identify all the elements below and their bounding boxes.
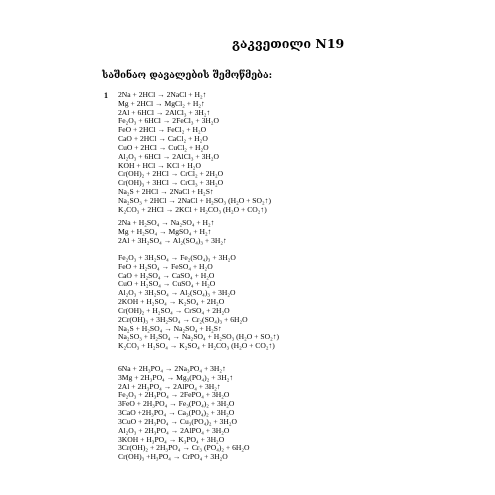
item-number: 1 — [104, 91, 108, 100]
equation-group-h2so4-metals — [118, 219, 227, 245]
equation-line: K₂CO₃ + 2HCl → 2KCl + H₂CO₃ (H₂O + CO₂↑) — [118, 204, 267, 214]
equation-line: Na₂SO₃ + H₂SO₄ → Na₂SO₄ + H₂SO₃ (H₂O + SO₂↑) — [118, 332, 280, 342]
equation-line: Fe₂O₃ + 2H₃PO₄ → 2FePO₄ + 3H₂O — [118, 390, 230, 400]
equation-group-h2so4 — [118, 254, 279, 351]
equation-line: FeO + 2HCl → FeCl₂ + H₂O — [118, 125, 207, 135]
equation-line: 3CuO + 2H₃PO₄ → Cu₃(PO₄)₂ + 3H₂O — [118, 416, 237, 426]
equation-line: Na₂SO₃ + 2HCl → 2NaCl + H₂SO₃ (H₂O + SO₂↑) — [118, 195, 271, 205]
equation-line: Al₂O₃ + 3H₂SO₄ → Al₂(SO₄)₃ + 3H₂O — [118, 288, 236, 298]
equation-line: 2Na + H₂SO₄ → Na₂SO₄ + H₂↑ — [118, 218, 215, 227]
equation-line: 3FeO + 2H₃PO₄ → Fe₃(PO₄)₂ + 3H₂O — [118, 399, 235, 409]
equation-line: KOH + HCl → KCl + H₂O — [118, 160, 201, 170]
equation-line: Na₂S + 2HCl → 2NaCl + H₂S↑ — [118, 186, 214, 196]
equation-line: Al₂O₃ + 2H₃PO₄ → 2AlPO₄ + 3H₂O — [118, 425, 230, 435]
equation-line: 6Na + 2H₃PO₄ → 2Na₃PO₄ + 3H₂↑ — [118, 364, 226, 373]
equation-line: Cr(OH)₂ + H₂SO₄ → CrSO₄ + 2H₂O — [118, 305, 230, 315]
equation-line: Cr(OH)₃ +H₃PO₄ → CrPO₄ + 3H₂O — [118, 452, 228, 462]
equation-line: 2Na + 2HCl → 2NaCl + H₂↑ — [118, 90, 207, 99]
equation-line: 2KOH + H₂SO₄ → K₂SO₄ + 2H₂O — [118, 297, 225, 307]
equation-line: FeO + H₂SO₄ → FeSO₄ + H₂O — [118, 261, 213, 271]
lesson-title: გაკვეთილი N19 — [232, 36, 345, 51]
equation-line: Na₂S + H₂SO₄ → Na₂SO₄ + H₂S↑ — [118, 323, 222, 333]
equation-line: Al₂O₃ + 6HCl → 2AlCl₃ + 3H₂O — [118, 151, 220, 161]
equation-line: 3Mg + 2H₃PO₄ → Mg₃(PO₄)₂ + 3H₂↑ — [118, 372, 234, 382]
equation-line: Fe₂O₃ + 6HCl → 2FeCl₃ + 3H₂O — [118, 116, 220, 126]
equation-line: CuO + H₂SO₄ → CuSO₄ + H₂O — [118, 279, 216, 289]
equation-line: 3Cr(OH)₂ + 2H₃PO₄ → Cr₃ (PO₄)₂ + 6H₂O — [118, 443, 250, 453]
equation-line: 2Al + 2H₃PO₄ → 2AlPO₄ + 3H₂↑ — [118, 381, 221, 391]
equation-group-hcl — [118, 91, 271, 214]
equation-line: Mg + H₂SO₄ → MgSO₄ + H₂↑ — [118, 226, 212, 236]
homework-check-heading: საშინაო დავალების შემოწმება: — [102, 70, 273, 81]
equation-line: 3KOH + H₃PO₄ → K₃PO₄ + 3H₂O — [118, 434, 225, 444]
equation-line: K₂CO₃ + H₂SO₄ → K₂SO₄ + H₂CO₃ (H₂O + CO₂↑) — [118, 341, 275, 351]
equation-line: 2Cr(OH)₃ + 3H₂SO₄ → Cr₂(SO₄)₃ + 6H₂O — [118, 314, 248, 324]
equation-line: Cr(OH)₂ + 2HCl → CrCl₂ + 2H₂O — [118, 169, 224, 179]
equation-line: CuO + 2HCl → CuCl₂ + H₂O — [118, 142, 209, 152]
equation-line: CaO + H₂SO₄ → CaSO₄ + H₂O — [118, 270, 215, 280]
equation-line: 3CaO +2H₃PO₄ → Ca₃(PO₄)₂ + 3H₂O — [118, 408, 235, 418]
equation-line: CaO + 2HCl → CaCl₂ + H₂O — [118, 134, 208, 144]
equation-line: Mg + 2HCl → MgCl₂ + H₂↑ — [118, 98, 205, 108]
equation-line: 2Al + 3H₂SO₄ → Al₂(SO₄)₃ + 3H₂↑ — [118, 235, 227, 245]
equation-group-h3po4 — [118, 365, 250, 462]
equation-line: 2Al + 6HCl → 2AlCl₃ + 3H₂↑ — [118, 107, 211, 117]
equation-line: Cr(OH)₃ + 3HCl → CrCl₃ + 3H₂O — [118, 178, 224, 188]
equation-line: Fe₂O₃ + 3H₂SO₄ → Fe₂(SO₄)₃ + 3H₂O — [118, 253, 236, 262]
